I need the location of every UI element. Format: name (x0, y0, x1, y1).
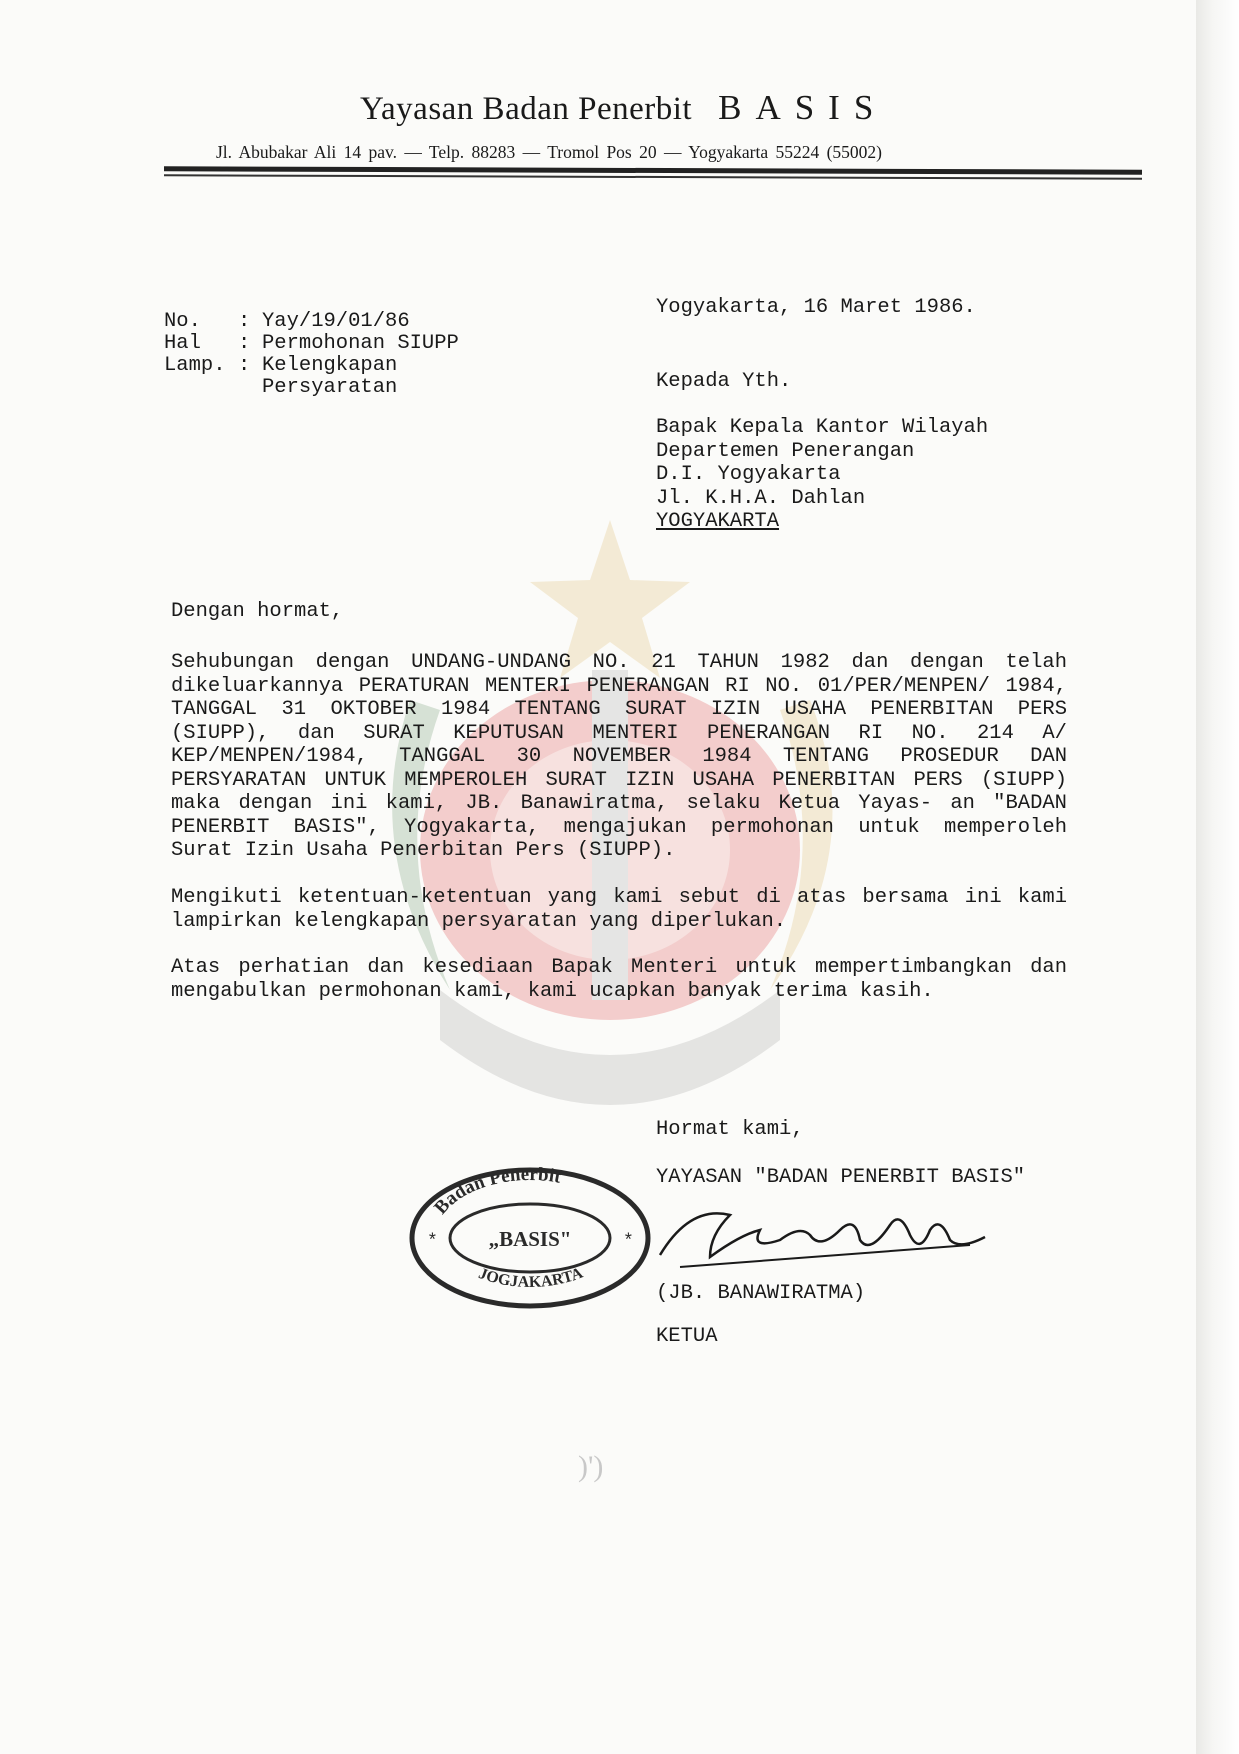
recipient-address (656, 416, 988, 534)
reference-colon: : (238, 310, 251, 333)
star-icon: * (427, 1232, 438, 1252)
address-line: D.I. Yogyakarta (656, 463, 841, 486)
body-paragraph: Mengikuti ketentuan-ketentuan yang kami sebut di atas bersama ini kami lampirkan kelengkapan persyaratan yang diperlukan. (171, 886, 1067, 933)
letterhead-brand: BASIS (718, 88, 888, 127)
letterhead-address: Jl. Abubakar Ali 14 pav. — Telp. 88283 — Tromol Pos 20 — Yogyakarta 55224 (55002) (216, 142, 883, 162)
letterhead-org-name: Yayasan Badan Penerbit (360, 91, 693, 127)
address-city: YOGYAKARTA (656, 510, 780, 533)
reference-row (164, 332, 459, 354)
reference-subject: Permohonan SIUPP (262, 332, 459, 355)
signature-icon (650, 1195, 990, 1275)
reference-colon: : (238, 354, 251, 377)
signer-name: (JB. BANAWIRATMA) (656, 1282, 866, 1305)
stamp-bottom-text: JOGJAKARTA (476, 1264, 586, 1292)
closing-regards: Hormat kami, (656, 1118, 804, 1141)
reference-colon (238, 376, 262, 398)
archive-mark: )') (578, 1450, 604, 1483)
star-icon: * (623, 1232, 634, 1252)
address-line: Bapak Kepala Kantor Wilayah (656, 416, 989, 439)
reference-row (164, 310, 459, 332)
letterhead-title (360, 88, 887, 128)
emblem-watermark-icon (330, 520, 890, 1240)
reference-row (164, 354, 459, 376)
reference-attachment-cont: Persyaratan (262, 376, 398, 399)
reference-label: No. (164, 310, 201, 333)
body-paragraph: Sehubungan dengan UNDANG-UNDANG NO. 21 TAHUN 1982 dan dengan telah dikeluarkannya PERATURAN MENTERI PENERANGAN RI NO. 01/PER/MENPEN/ 1984, TANGGAL 31 OKTOBER 1984 TENTANG SURAT IZIN USAHA PENERBITAN PERS (SIUPP), dan SURAT KEPUTUSAN MENTERI PENERANGAN RI NO. 214 A/ KEP/MENPEN/1984, TANGGAL 30 NOVEMBER 1984 TENTANG PROSEDUR DAN PERSYARATAN UNTUK MEMPEROLEH SURAT IZIN USAHA PENERBITAN PERS (SIUPP) maka dengan ini kami, JB. Banawiratma, selaku Ketua Yayas- an "BADAN PENERBIT BASIS", Yogyakarta, mengajukan permohonan untuk memperoleh Surat Izin Usaha Penerbitan Pers (SIUPP). (171, 651, 1067, 862)
recipient-greeting: Kepada Yth. (656, 370, 792, 393)
signer-position: KETUA (656, 1325, 718, 1348)
reference-number: Yay/19/01/86 (262, 310, 410, 333)
page-edge (1196, 0, 1239, 1754)
letter-date: Yogyakarta, 16 Maret 1986. (656, 296, 976, 319)
address-line: Jl. K.H.A. Dahlan (656, 486, 866, 510)
reference-block (164, 310, 459, 398)
reference-label: Lamp. (164, 354, 226, 377)
reference-row (164, 376, 459, 398)
stamp-center-text: „BASIS" (488, 1227, 572, 1251)
stamp-icon (405, 1160, 655, 1310)
reference-label (164, 376, 238, 398)
body-paragraph: Atas perhatian dan kesediaan Bapak Menteri untuk mempertimbangkan dan mengabulkan permohonan kami, kami ucapkan banyak terima kasih. (171, 956, 1067, 1003)
stamp-top-text: Badan Penerbit (430, 1163, 563, 1219)
closing-organization: YAYASAN "BADAN PENERBIT BASIS" (656, 1166, 1026, 1189)
reference-attachment: Kelengkapan (262, 354, 398, 377)
salutation: Dengan hormat, (171, 600, 344, 623)
reference-label: Hal (164, 332, 201, 355)
address-line: Departemen Penerangan (656, 439, 915, 463)
reference-colon: : (238, 332, 251, 355)
